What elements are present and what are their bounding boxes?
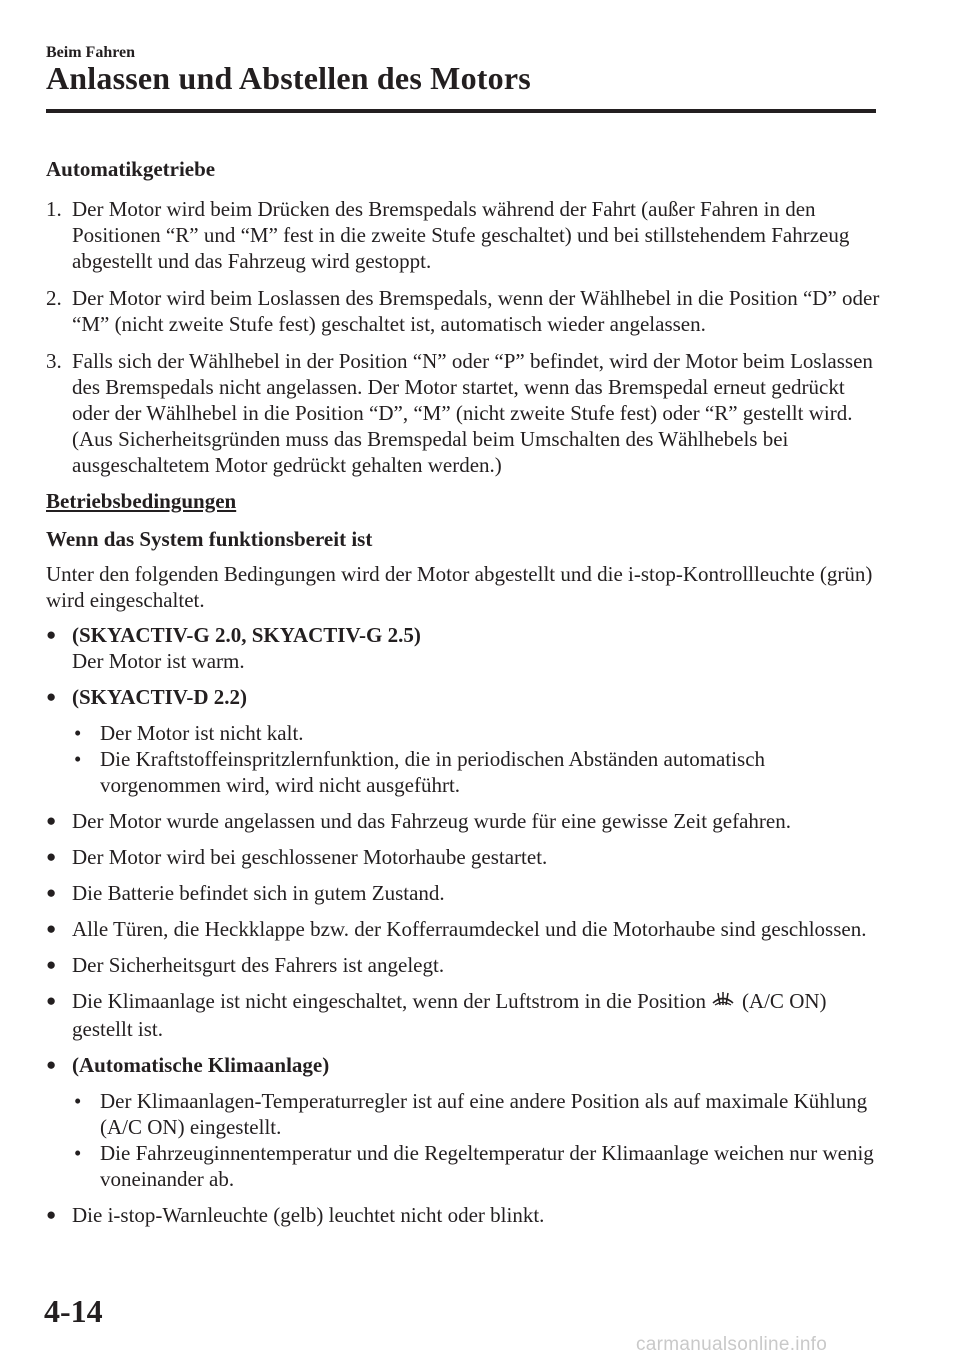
- sub-item: [72, 1140, 886, 1192]
- bullet-item-1: [46, 622, 886, 674]
- bullet-title: (SKYACTIV-G 2.0, SKYACTIV-G 2.5): [72, 623, 421, 647]
- bullet-text: Der Motor ist warm.: [72, 649, 245, 673]
- defroster-icon: [710, 990, 736, 1016]
- bullet-marker: ●: [46, 955, 57, 974]
- bullet-text-before: Die Klimaanlage ist nicht eingeschaltet, wenn der Luftstrom in die Position: [72, 989, 706, 1013]
- subheading-system-ready: Wenn das System funktionsbereit ist: [46, 527, 373, 551]
- bullet-item-2: [46, 684, 886, 710]
- bullet-text: Der Motor wurde angelassen und das Fahrzeug wurde für eine gewisse Zeit gefahren.: [72, 809, 791, 833]
- bullet-title: (SKYACTIV-D 2.2): [72, 685, 248, 709]
- sub-text: Der Motor ist nicht kalt.: [100, 721, 304, 745]
- page-title: Anlassen und Abstellen des Motors: [46, 60, 531, 96]
- sub-marker: •: [74, 721, 82, 745]
- section-label: Beim Fahren: [46, 44, 136, 61]
- bullet-marker: ●: [46, 847, 57, 866]
- bullet-text: Der Sicherheitsgurt des Fahrers ist angelegt.: [72, 953, 445, 977]
- numbered-item-1: [46, 196, 886, 274]
- bullet-text: Alle Türen, die Heckklappe bzw. der Kofferraumdeckel und die Motorhaube sind geschlossen.: [72, 917, 867, 941]
- bullet-title: (Automatische Klimaanlage): [72, 1053, 330, 1077]
- bullet-text: Der Motor wird bei geschlossener Motorhaube gestartet.: [72, 845, 548, 869]
- item-number: 3.: [46, 349, 62, 373]
- item-number: 2.: [46, 286, 62, 310]
- bullet-marker: ●: [46, 811, 57, 830]
- heading-automatikgetriebe: Automatikgetriebe: [46, 157, 216, 181]
- sub-text: Die Kraftstoffeinspritzlernfunktion, die in periodischen Abständen automatisch vorgenommen wird, wird nicht ausgeführt.: [100, 747, 766, 797]
- bullet-marker: ●: [46, 919, 57, 938]
- sub-item: [72, 720, 886, 746]
- bullet-marker: ●: [46, 687, 57, 706]
- bullet-text: Die i-stop-Warnleuchte (gelb) leuchtet nicht oder blinkt.: [72, 1203, 545, 1227]
- item-text: Der Motor wird beim Drücken des Bremspedals während der Fahrt (außer Fahren in den Positionen “R” und “M” fest in die zweite Stufe geschaltet) und bei stillstehendem Fahrzeug abgestellt und das Fahrzeug wird gestoppt.: [72, 197, 850, 273]
- section-heading-betriebsbedingungen: Betriebsbedingungen: [46, 489, 237, 513]
- bullet-marker: ●: [46, 1055, 57, 1074]
- item-number: 1.: [46, 197, 62, 221]
- numbered-item-3: [46, 348, 886, 478]
- page-number: 4-14: [44, 1293, 103, 1329]
- bullet-text: Die Batterie befindet sich in gutem Zustand.: [72, 881, 445, 905]
- sub-text: Die Fahrzeuginnentemperatur und die Regeltemperatur der Klimaanlage weichen nur wenig voneinander ab.: [100, 1141, 874, 1191]
- sub-marker: •: [74, 1089, 82, 1113]
- item-text: Falls sich der Wählhebel in der Position “N” oder “P” befindet, wird der Motor beim Loslassen des Bremspedals nicht angelassen. Der Motor startet, wenn das Bremspedal erneut gedrückt oder der Wählhebel in die Position “D”, “M” (nicht zweite Stufe fest) oder “R” gestellt wird. (Aus Sicherheitsgründen muss das Bremspedal beim Umschalten des Wählhebels bei ausgeschaltetem Motor gedrückt gehalten werden.): [72, 349, 873, 477]
- item-text: Der Motor wird beim Loslassen des Bremspedals, wenn der Wählhebel in die Position “D” oder “M” (nicht zweite Stufe fest) geschaltet ist, automatisch wieder angelassen.: [72, 286, 880, 336]
- bullet-marker: ●: [46, 991, 57, 1010]
- intro-paragraph: Unter den folgenden Bedingungen wird der Motor abgestellt und die i-stop-Kontrollleuchte (grün) wird eingeschaltet.: [46, 562, 873, 612]
- bullet-item-9: [46, 1052, 886, 1078]
- sub-marker: •: [74, 1141, 82, 1165]
- bullet-marker: ●: [46, 1205, 57, 1224]
- bullet-text-after: (A/C ON) gestellt ist.: [72, 989, 827, 1041]
- sub-text: Der Klimaanlagen-Temperaturregler ist auf eine andere Position als auf maximale Kühlung (A/C ON) eingestellt.: [100, 1089, 868, 1139]
- sub-marker: •: [74, 747, 82, 771]
- sub-item: [72, 746, 886, 798]
- bullet-marker: ●: [46, 625, 57, 644]
- sub-item: [72, 1088, 886, 1140]
- bullet-item-10: [46, 1202, 886, 1228]
- bullet-item-7: [46, 952, 886, 978]
- bullet-item-3: [46, 808, 886, 834]
- bullet-marker: ●: [46, 883, 57, 902]
- page-content: [46, 156, 886, 1228]
- numbered-item-2: [46, 285, 886, 337]
- bullet-item-8: [46, 988, 886, 1042]
- watermark: carmanualsonline.info: [636, 1334, 828, 1355]
- bullet-item-4: [46, 844, 886, 870]
- bullet-item-6: [46, 916, 886, 942]
- header-rule: [46, 109, 876, 113]
- bullet-item-5: [46, 880, 886, 906]
